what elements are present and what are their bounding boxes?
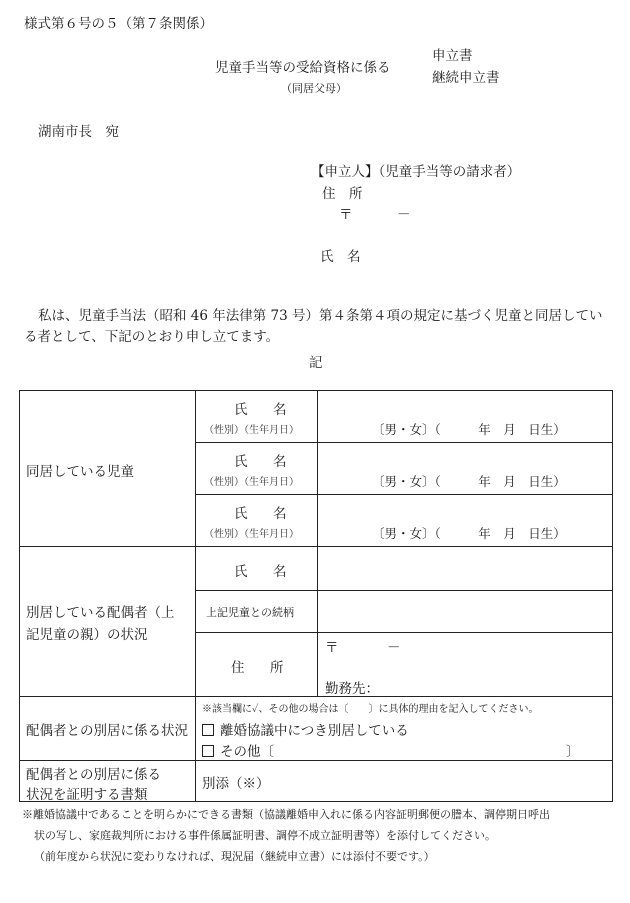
title-option-application: 申立書 [432, 48, 473, 64]
note-line-2: 状の写し、家庭裁判所における事件係属証明書、調停不成立証明書等）を添付してください。 [34, 829, 496, 842]
workplace-label: 勤務先： [325, 681, 379, 697]
child-sub-label: （性別）（生年月日） [204, 477, 299, 488]
child-name-label: 氏 名 [234, 506, 293, 522]
child-gender-dob: 〔男・女〕（ 年 月 日生） [372, 422, 566, 437]
child-sub-label: （性別）（生年月日） [204, 425, 299, 436]
separation-label: 配偶者との別居に係る状況 [26, 723, 188, 739]
spouse-section-label-line1: 別居している配偶者（上 [26, 605, 175, 621]
spouse-postal-mark: 〒 [325, 640, 339, 656]
option-divorce-label: 離婚協議中につき別居している [220, 723, 409, 739]
option-other[interactable] [202, 740, 274, 760]
spouse-section-label-line2: 記児童の親）の状況 [26, 627, 148, 643]
applicant-postal-dash: － [397, 207, 411, 223]
title-subtitle: （同居父母） [281, 82, 347, 95]
applicant-postal-mark: 〒 [339, 207, 353, 223]
spouse-name-label: 氏 名 [234, 564, 293, 580]
addressee: 湖南市長 宛 [38, 124, 119, 140]
form-title: 児童手当等の受給資格に係る [215, 60, 391, 76]
relation-label: 上記児童との続柄 [206, 606, 294, 619]
detail-table [19, 390, 613, 802]
checkbox[interactable] [202, 745, 214, 757]
children-section-label: 同居している児童 [26, 464, 134, 480]
document-value: 別添（※） [202, 776, 270, 792]
note-line-1: ※離婚協議中であることを明らかにできる書類（協議離婚申入れに係る内容証明郵便の謄本、調停期日呼出 [22, 808, 550, 821]
statement-paragraph: 私は、児童手当法（昭和 46 年法律第 73 号）第４条第４項の規定に基づく児童と同居している者として、下記のとおり申し立てます。 [24, 308, 603, 345]
child-name-label: 氏 名 [234, 454, 293, 470]
option-other-close: 〕 [566, 744, 580, 760]
option-other-label: その他〔 [220, 744, 274, 760]
document-label-line2: 状況を証明する書類 [26, 787, 148, 803]
spouse-postal-dash: － [387, 640, 401, 656]
separation-instruction: ※該当欄に✓、その他の場合は〔 〕に具体的理由を記入してください。 [202, 704, 539, 715]
spouse-address-label: 住 所 [231, 660, 290, 676]
title-option-continuation: 継続申立書 [432, 70, 500, 86]
child-sub-label: （性別）（生年月日） [204, 529, 299, 540]
note-line-3: （前年度から状況に変わりなければ、現況届（継続申立書）には添付不要です。） [34, 850, 435, 863]
applicant-name-label: 氏 名 [320, 249, 361, 265]
document-label-line1: 配偶者との別居に係る [26, 767, 161, 783]
applicant-address-label: 住 所 [322, 186, 363, 202]
option-divorce[interactable] [202, 719, 409, 739]
child-gender-dob: 〔男・女〕（ 年 月 日生） [372, 526, 566, 541]
child-gender-dob: 〔男・女〕（ 年 月 日生） [372, 474, 566, 489]
applicant-heading: 【申立人】（児童手当等の請求者） [311, 164, 521, 180]
form-number: 様式第６号の５（第７条関係） [24, 16, 213, 32]
checkbox[interactable] [202, 724, 214, 736]
ki-label: 記 [309, 355, 323, 371]
child-name-label: 氏 名 [234, 402, 293, 418]
